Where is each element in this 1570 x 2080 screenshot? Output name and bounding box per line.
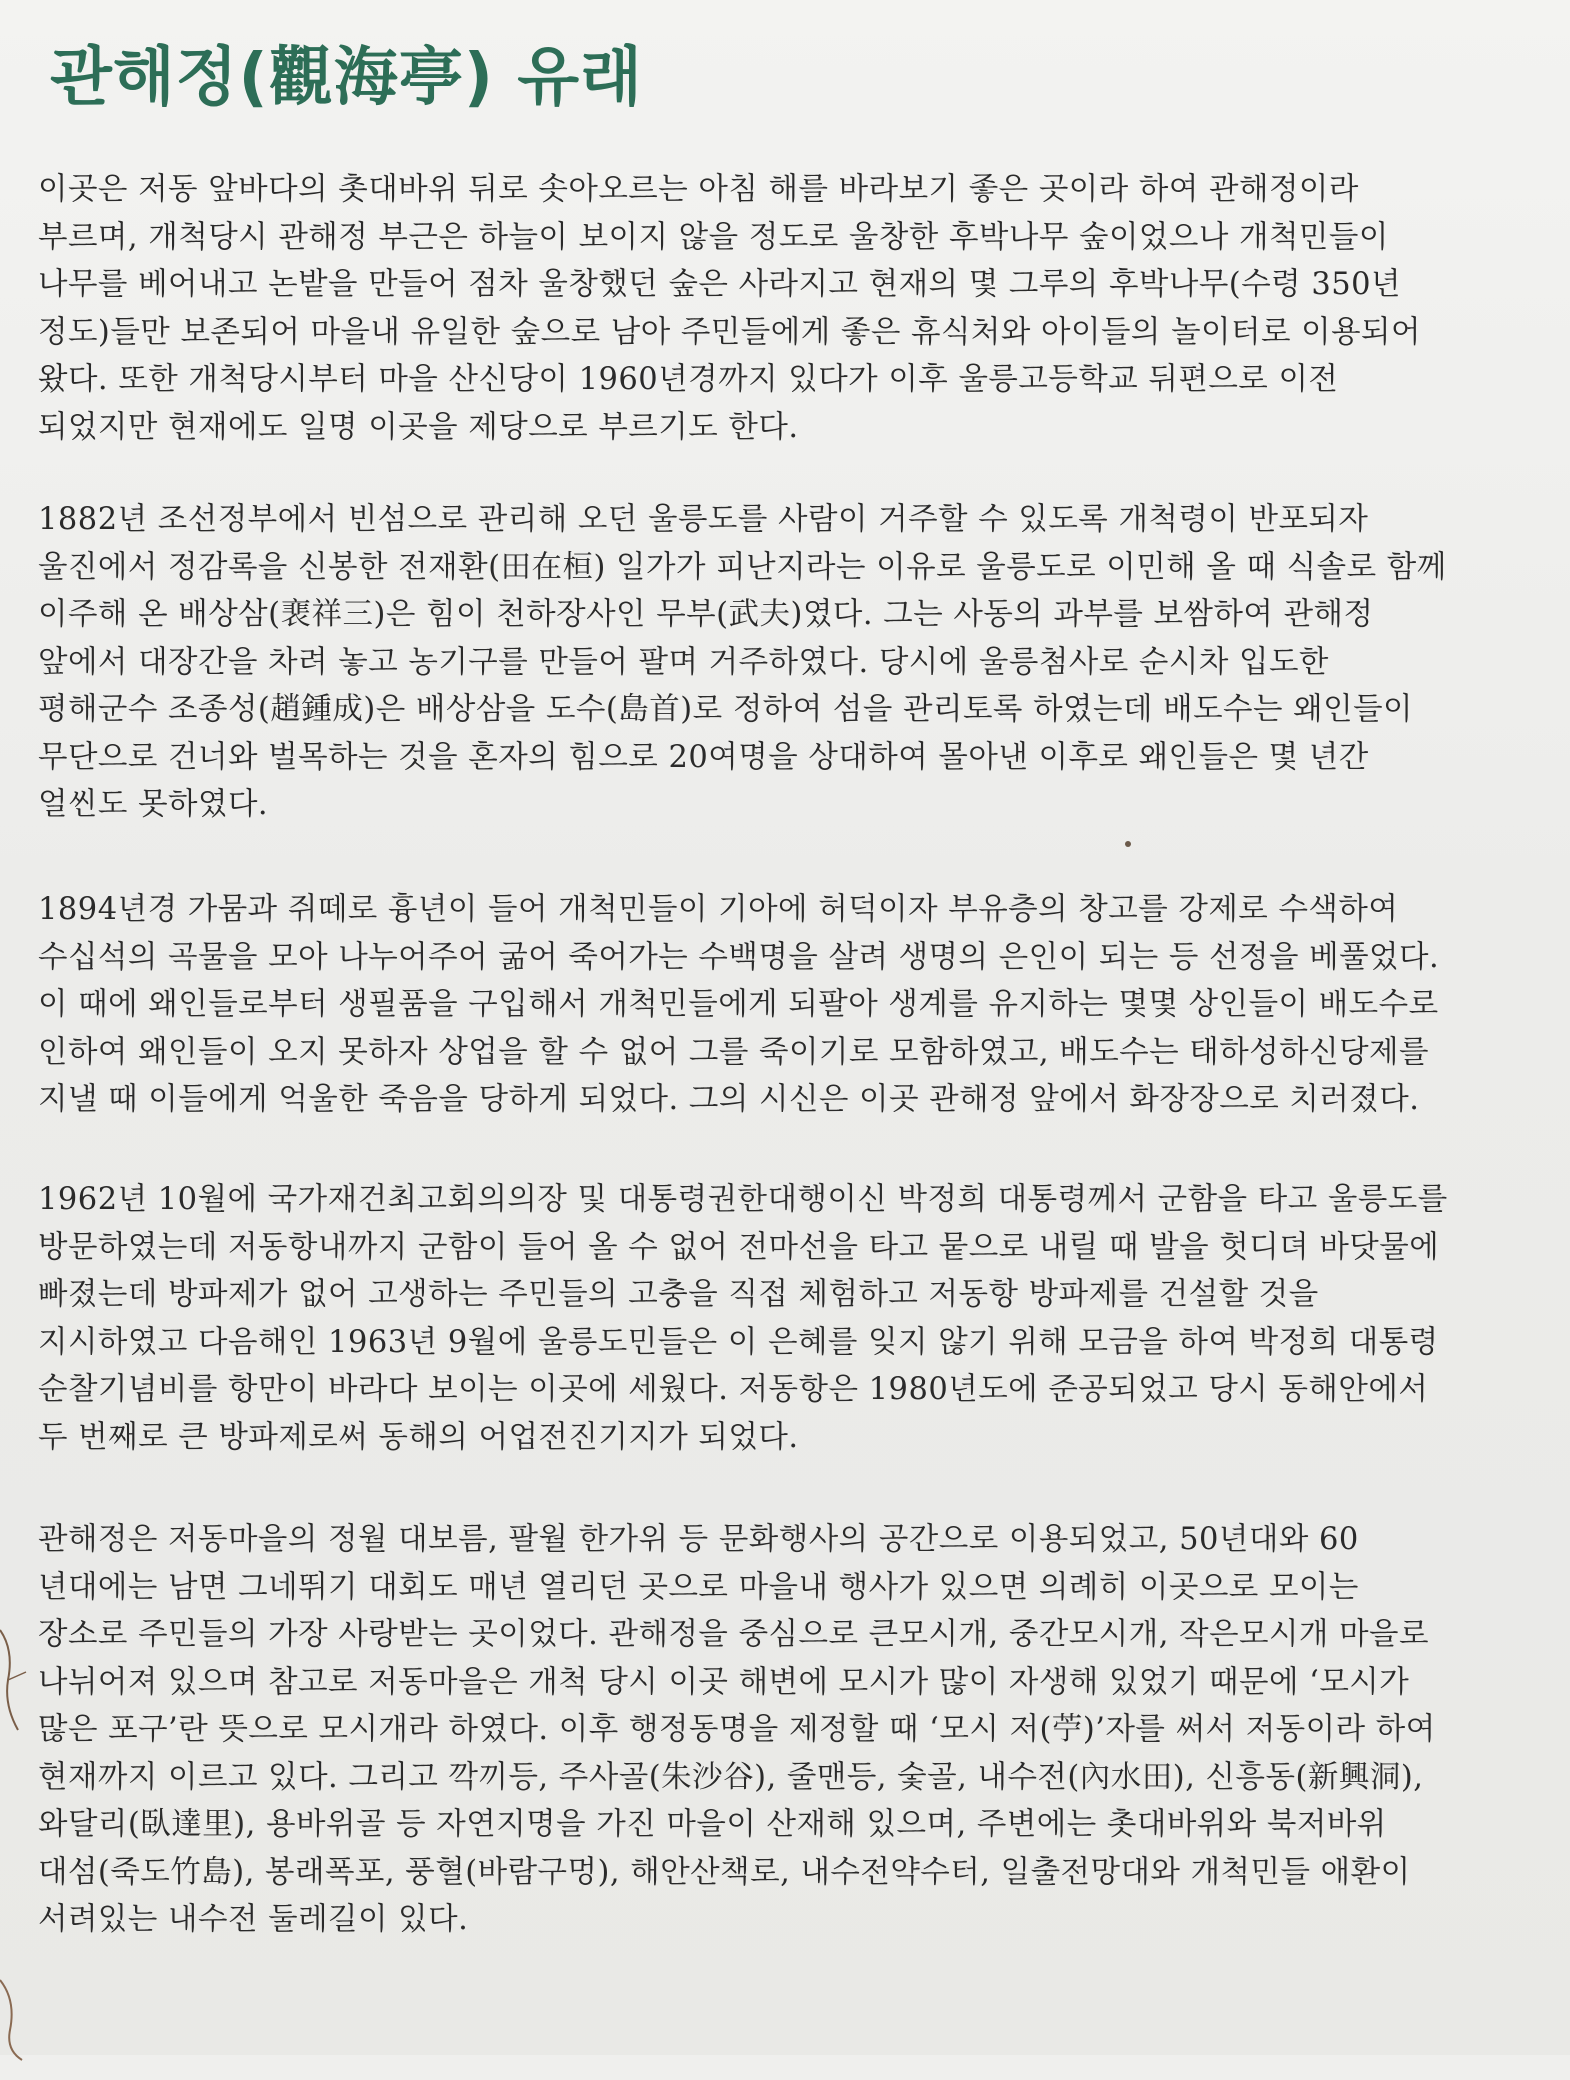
- text-line: 되었지만 현재에도 일명 이곳을 제당으로 부르기도 한다.: [38, 409, 799, 445]
- text-line: 수십석의 곡물을 모아 나누어주어 굶어 죽어가는 수백명을 살려 생명의 은인이 되는 등 선정을 베풀었다.: [38, 939, 1440, 975]
- text-line: 대섬(죽도竹島), 봉래폭포, 풍혈(바람구멍), 해안산책로, 내수전약수터, 일출전망대와 개척민들 애환이: [38, 1854, 1411, 1890]
- text-line: 인하여 왜인들이 오지 못하자 상업을 할 수 없어 그를 죽이기로 모함하였고, 배도수는 태하성하신당제를: [38, 1034, 1429, 1070]
- twig-shadow-decoration: [0, 1960, 30, 2080]
- text-line: 부르며, 개척당시 관해정 부근은 하늘이 보이지 않을 정도로 울창한 후박나무 숲이었으나 개척민들이: [38, 219, 1389, 255]
- text-line: 정도)들만 보존되어 마을내 유일한 숲으로 남아 주민들에게 좋은 휴식처와 아이들의 놀이터로 이용되어: [38, 314, 1421, 350]
- text-line: 얼씬도 못하였다.: [38, 787, 269, 822]
- text-line: 현재까지 이르고 있다. 그리고 깍끼등, 주사골(朱沙谷), 줄맨등, 숯골, 내수전(內水田), 신흥동(新興洞),: [38, 1759, 1424, 1795]
- text-line: 관해정은 저동마을의 정월 대보름, 팔월 한가위 등 문화행사의 공간으로 이용되었고, 50년대와 60: [38, 1522, 1359, 1557]
- text-line: 와달리(臥達里), 용바위골 등 자연지명을 가진 마을이 산재해 있으며, 주변에는 촛대바위와 북저바위: [38, 1807, 1387, 1842]
- paragraph-1: [38, 166, 1538, 451]
- paragraph-2: [38, 496, 1538, 829]
- text-line: 1894년경 가뭄과 쥐떼로 흉년이 들어 개척민들이 기아에 허덕이자 부유층의 창고를 강제로 수색하여: [38, 892, 1399, 927]
- dirt-speck-decoration: [1125, 841, 1131, 847]
- text-line: 두 번째로 큰 방파제로써 동해의 어업전진기지가 되었다.: [38, 1419, 799, 1455]
- text-line: 많은 포구’란 뜻으로 모시개라 하였다. 이후 행정동명을 제정할 때 ‘모시 저(苧)’자를 써서 저동이라 하여: [38, 1712, 1436, 1747]
- paragraph-4: [38, 1176, 1538, 1461]
- twig-shadow-decoration: [0, 1620, 30, 1740]
- paragraph-5: [38, 1516, 1538, 1944]
- text-line: 왔다. 또한 개척당시부터 마을 산신당이 1960년경까지 있다가 이후 울릉고등학교 뒤편으로 이전: [38, 362, 1339, 397]
- text-line: 무단으로 건너와 벌목하는 것을 혼자의 힘으로 20여명을 상대하여 몰아낸 이후로 왜인들은 몇 년간: [38, 739, 1369, 775]
- text-line: 나무를 베어내고 논밭을 만들어 점차 울창했던 숲은 사라지고 현재의 몇 그루의 후박나무(수령 350년: [38, 267, 1402, 302]
- text-line: 1882년 조선정부에서 빈섬으로 관리해 오던 울릉도를 사람이 거주할 수 있도록 개척령이 반포되자: [38, 502, 1369, 537]
- text-line: 지낼 때 이들에게 억울한 죽음을 당하게 되었다. 그의 시신은 이곳 관해정 앞에서 화장장으로 치러졌다.: [38, 1082, 1420, 1117]
- text-line: 울진에서 정감록을 신봉한 전재환(田在桓) 일가가 피난지라는 이유로 울릉도로 이민해 올 때 식솔로 함께: [38, 549, 1447, 585]
- sign-title: 관해정(觀海亭) 유래: [50, 41, 643, 115]
- text-line: 평해군수 조종성(趙鍾成)은 배상삼을 도수(島首)로 정하여 섬을 관리토록 하였는데 배도수는 왜인들이: [38, 692, 1414, 727]
- text-line: 나뉘어져 있으며 참고로 저동마을은 개척 당시 이곳 해변에 모시가 많이 자생해 있었기 때문에 ‘모시가: [38, 1664, 1410, 1700]
- paragraph-3: [38, 886, 1538, 1124]
- text-line: 이 때에 왜인들로부터 생필품을 구입해서 개척민들에게 되팔아 생계를 유지하는 몇몇 상인들이 배도수로: [38, 987, 1439, 1022]
- text-line: 년대에는 남면 그네뛰기 대회도 매년 열리던 곳으로 마을내 행사가 있으면 의례히 이곳으로 모이는: [38, 1569, 1359, 1605]
- text-line: 빠졌는데 방파제가 없어 고생하는 주민들의 고충을 직접 체험하고 저동항 방파제를 건설할 것을: [38, 1277, 1319, 1312]
- text-line: 순찰기념비를 항만이 바라다 보이는 이곳에 세웠다. 저동항은 1980년도에 준공되었고 당시 동해안에서: [38, 1372, 1429, 1407]
- text-line: 장소로 주민들의 가장 사랑받는 곳이었다. 관해정을 중심으로 큰모시개, 중간모시개, 작은모시개 마을로: [38, 1617, 1429, 1652]
- text-line: 방문하였는데 저동항내까지 군함이 들어 올 수 없어 전마선을 타고 뭍으로 내릴 때 발을 헛디뎌 바닷물에: [38, 1229, 1440, 1265]
- text-line: 서려있는 내수전 둘레길이 있다.: [38, 1902, 469, 1937]
- text-line: 1962년 10월에 국가재건최고회의의장 및 대통령권한대행이신 박정희 대통령께서 군함을 타고 울릉도를: [38, 1182, 1448, 1217]
- text-line: 이주해 온 배상삼(裵祥三)은 힘이 천하장사인 무부(武夫)였다. 그는 사동의 과부를 보쌈하여 관해정: [38, 597, 1374, 632]
- text-line: 지시하였고 다음해인 1963년 9월에 울릉도민들은 이 은혜를 잊지 않기 위해 모금을 하여 박정희 대통령: [38, 1324, 1439, 1360]
- text-line: 앞에서 대장간을 차려 놓고 농기구를 만들어 팔며 거주하였다. 당시에 울릉첨사로 순시차 입도한: [38, 644, 1329, 680]
- text-line: 이곳은 저동 앞바다의 촛대바위 뒤로 솟아오르는 아침 해를 바라보기 좋은 곳이라 하여 관해정이라: [38, 172, 1359, 207]
